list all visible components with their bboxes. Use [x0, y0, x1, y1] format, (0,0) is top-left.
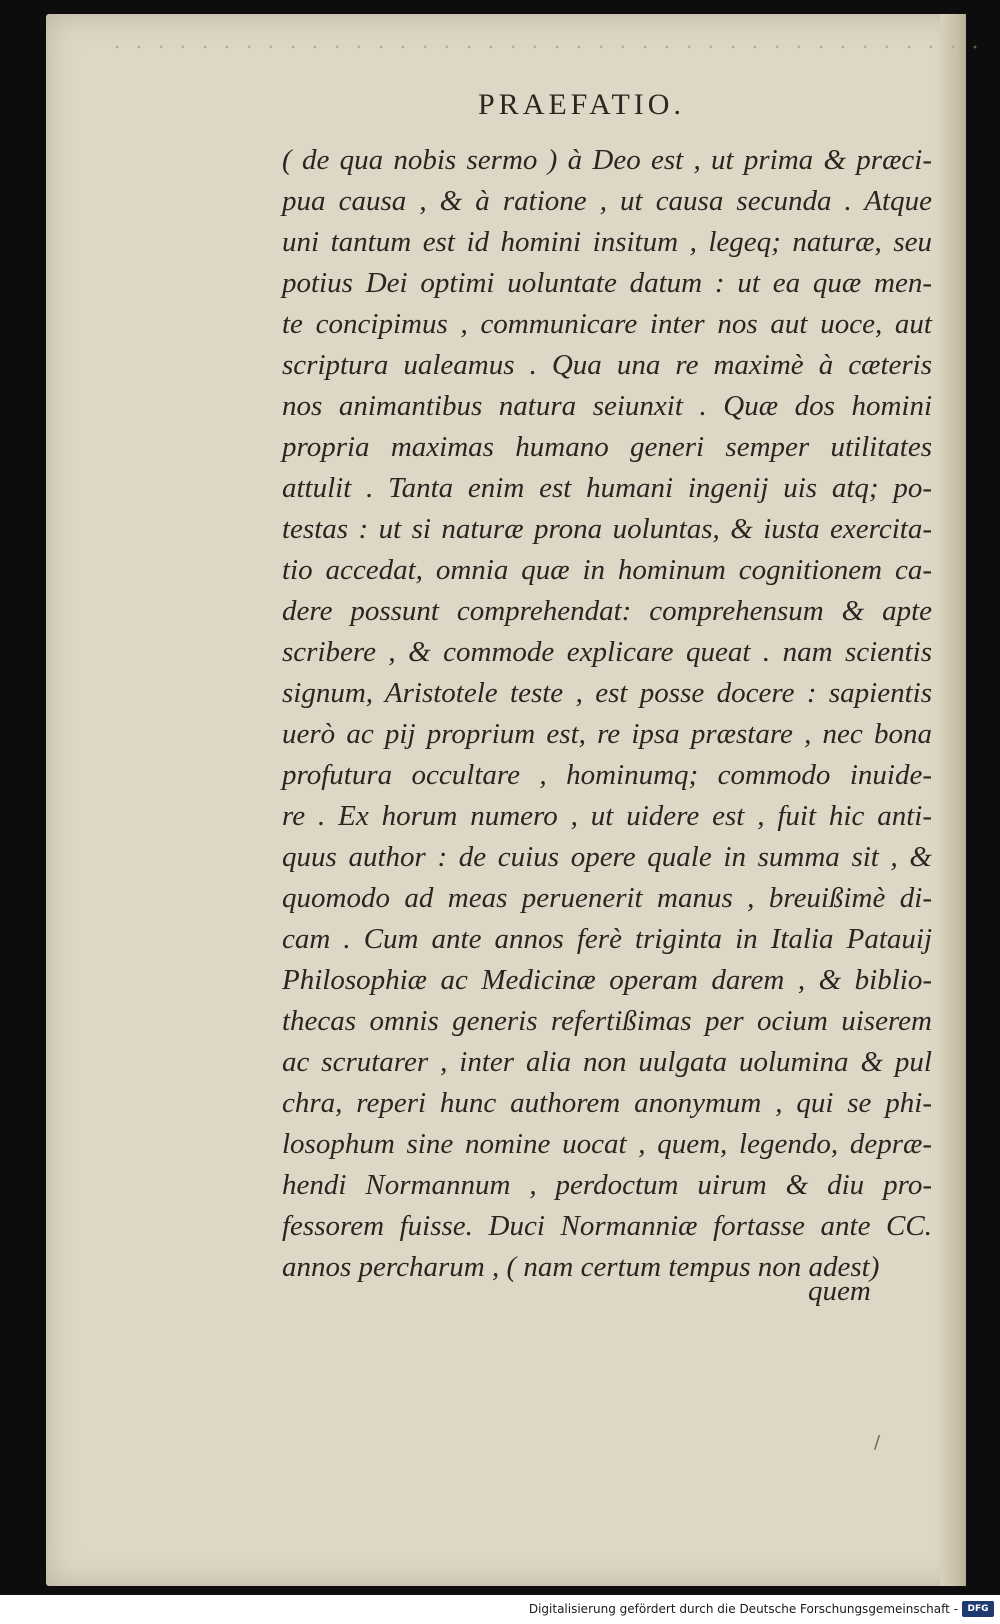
text-line: potius Dei optimi uoluntate datum : ut ea quæ men- — [282, 267, 932, 299]
text-line: attulit . Tanta enim est humani ingenij uis atq; po- — [282, 472, 932, 504]
text-line: tio accedat, omnia quæ in hominum cognitionem ca- — [282, 554, 932, 586]
text-line: te concipimus , communicare inter nos aut uoce, aut — [282, 308, 932, 340]
text-line: Philosophiæ ac Medicinæ operam darem , & biblio- — [282, 964, 932, 996]
page-mark: / — [874, 1432, 881, 1453]
text-line: profutura occultare , hominumq; commodo inuide- — [282, 759, 932, 791]
text-line: chra, reperi hunc authorem anonymum , qui se phi- — [282, 1087, 932, 1119]
text-line: quus author : de cuius opere quale in summa sit , & — [282, 841, 932, 873]
body-text — [282, 140, 932, 1288]
catchword: quem — [808, 1275, 871, 1307]
page-edge — [940, 14, 966, 1586]
text-line: ( de qua nobis sermo ) à Deo est , ut prima & præci- — [282, 144, 932, 176]
text-line: signum, Aristotele teste , est posse docere : sapientis — [282, 677, 932, 709]
text-line: pua causa , & à ratione , ut causa secunda . Atque — [282, 185, 932, 217]
page-border-dots — [106, 42, 986, 52]
text-line: fessorem fuisse. Duci Normanniæ fortasse ante CC. — [282, 1210, 932, 1242]
text-line: quomodo ad meas peruenerit manus , breuißimè di- — [282, 882, 932, 914]
text-line: uni tantum est id homini insitum , legeq; naturæ, seu — [282, 226, 932, 258]
text-line: thecas omnis generis refertißimas per ocium uiserem — [282, 1005, 932, 1037]
text-line: annos percharum , ( nam certum tempus non adest) — [282, 1251, 880, 1283]
text-line: re . Ex horum numero , ut uidere est , fuit hic anti- — [282, 800, 932, 832]
text-line: losophum sine nomine uocat , quem, legendo, depræ- — [282, 1128, 932, 1160]
text-line: uerò ac pij proprium est, re ipsa præstare , nec bona — [282, 718, 932, 750]
text-line: dere possunt comprehendat: comprehensum & apte — [282, 595, 932, 627]
text-line: propria maximas humano generi semper utilitates — [282, 431, 932, 463]
footer-bar — [0, 1597, 1000, 1624]
text-line: hendi Normannum , perdoctum uirum & diu pro- — [282, 1169, 932, 1201]
text-line: testas : ut si naturæ prona uoluntas, & iusta exercita- — [282, 513, 932, 545]
text-line: scribere , & commode explicare queat . nam scientis — [282, 636, 932, 668]
text-line: ac scrutarer , inter alia non uulgata uolumina & pul — [282, 1046, 932, 1078]
running-header: PRAEFATIO. — [478, 88, 685, 121]
dfg-logo-icon: DFG — [962, 1601, 994, 1617]
footer-credit: Digitalisierung gefördert durch die Deutsche Forschungsgemeinschaft - — [528, 1602, 958, 1616]
text-line: nos animantibus natura seiunxit . Quæ dos homini — [282, 390, 932, 422]
text-line: cam . Cum ante annos ferè triginta in Italia Patauij — [282, 923, 932, 955]
text-line: scriptura ualeamus . Qua una re maximè à cæteris — [282, 349, 932, 381]
